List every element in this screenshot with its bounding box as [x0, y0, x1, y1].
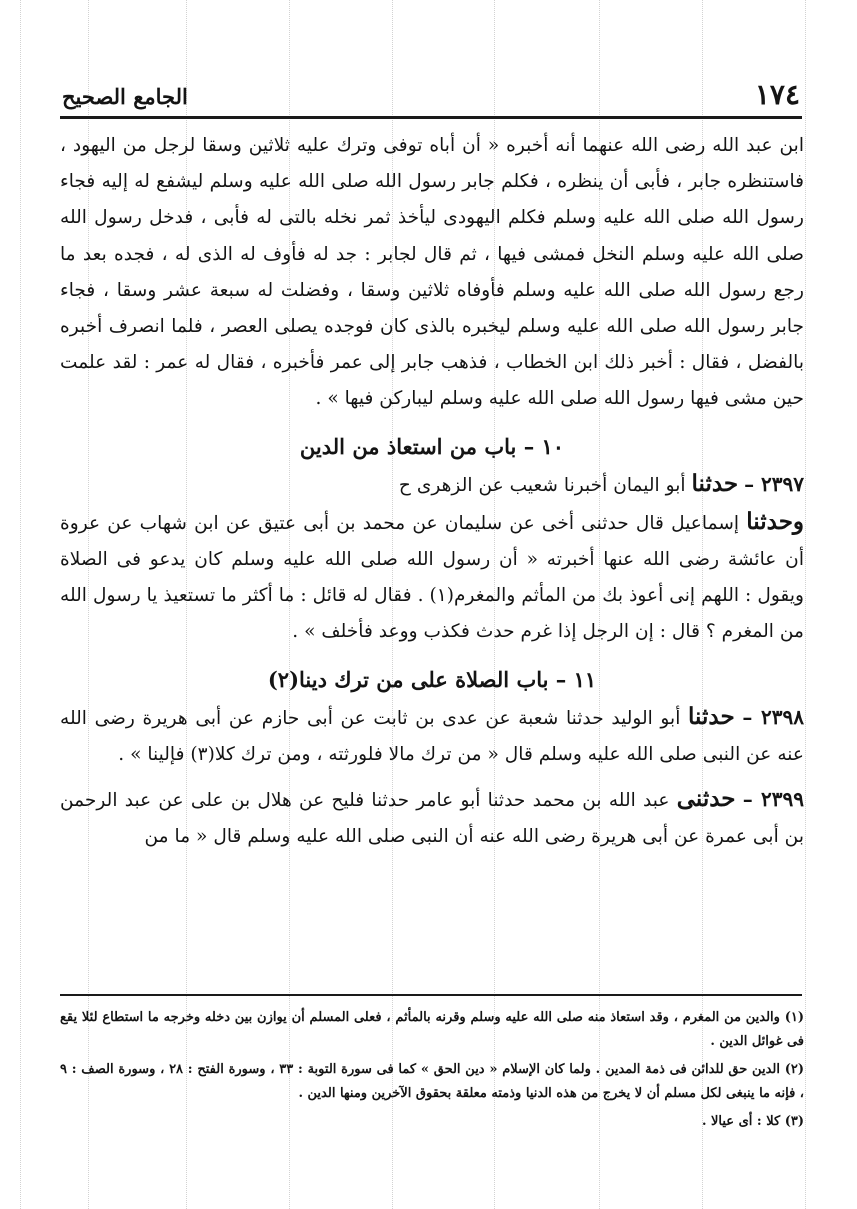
hadith-text: عبد الله بن محمد حدثنا أبو عامر حدثنا فليح عن هلال بن على عن عبد الرحمن بن أبى عمرة عن أبى هريرة رضى الله عنه أن النبى صلى الله عليه وسلم قال « ما من: [60, 790, 804, 848]
footnote-1: (١) والدين من المغرم ، وقد استعاذ منه صلى الله عليه وسلم وقرنه بالمأثم ، فعلى المسلم أن يوازن بين دخله وخرجه ما استطاع لئلا يقع فى غوائل الدين .: [60, 1010, 804, 1049]
grid-line: [20, 0, 21, 1209]
hadith-number: ٢٣٩٨ –: [742, 704, 804, 729]
footnote-3: (٣) كلا : أى عيالا .: [701, 1114, 804, 1129]
book-title: الجامع الصحيح: [62, 84, 188, 109]
page-number: ١٧٤: [754, 78, 800, 111]
narration-keyword: وحدثنا: [746, 507, 805, 535]
narration-keyword: حدثنى: [676, 785, 736, 813]
header-rule: [60, 116, 802, 119]
hadith-2399: [60, 781, 804, 855]
hadith-number: ٢٣٩٩ –: [742, 787, 804, 812]
hadith-number: ٢٣٩٧ –: [744, 471, 804, 496]
page-header: [62, 78, 800, 112]
narration-keyword: حدثنا: [688, 702, 735, 730]
chapter-11-heading: ١١ – باب الصلاة على من ترك دينا(٢): [267, 666, 597, 692]
hadith-text: إسماعيل قال حدثنى أخى عن سليمان عن محمد بن أبى عتيق عن ابن شهاب عن عروة أن عائشة رضى الله عنها أخبرته « أن رسول الله صلى الله عليه وسلم كان يدعو فى الصلاة ويقول : اللهم إنى أعوذ بك من المأثم والمغرم(١) . فقال له قائل : ما أكثر ما تستعيذ يا رسول الله من المغرم ؟ قال : إن الرجل إذا غرم حدث فكذب ووعد فأخلف » .: [60, 512, 804, 643]
hadith-2397-second-chain: [60, 504, 804, 651]
hadith-continuation: ابن عبد الله رضى الله عنهما أنه أخبره « أن أباه توفى وترك عليه ثلاثين وسقا لرجل من اليهود ، فاستنظره جابر ، فأبى أن ينظره ، فكلم جابر رسول الله صلى الله عليه وسلم ليشفع له إليه فجاء رسول الله صلى الله عليه وسلم فكلم اليهودى ليأخذ ثمر نخله بالتى له فأبى ، فدخل رسول الله صلى الله عليه وسلم النخل فمشى فيها ، ثم قال لجابر : جد له فأوف له الذى له ، فجده بعد ما رجع رسول الله صلى الله عليه وسلم فأوفاه ثلاثين وسقا ، وفضلت له سبعة عشر وسقا ، فجاء جابر رسول الله صلى الله عليه وسلم ليخبره بالذى كان فوجده يصلى العصر ، فلما انصرف أخبره بالفضل ، فقال : أخبر ذلك ابن الخطاب ، فذهب جابر إلى عمر فأخبره ، فقال له عمر : لقد علمت حين مشى فيها رسول الله صلى الله عليه وسلم ليباركن فيها » .: [60, 135, 804, 410]
spacer: [60, 773, 804, 781]
footnote-rule: [60, 994, 802, 996]
grid-line: [805, 0, 806, 1209]
hadith-2397: [60, 466, 804, 504]
hadith-text: أبو اليمان أخبرنا شعيب عن الزهرى ح: [398, 474, 686, 496]
narration-keyword: حدثنا: [691, 469, 739, 497]
chapter-10-heading: ١٠ – باب من استعاذ من الدين: [299, 433, 565, 459]
hadith-2398: [60, 699, 804, 773]
hadith-text: أبو الوليد حدثنا شعبة عن عدى بن ثابت عن أبى حازم عن أبى هريرة رضى الله عنه عن النبى صلى الله عليه وسلم قال « من ترك مالا فلورثته ، ومن ترك كلا(٣) فإلينا » .: [60, 707, 804, 765]
footnote-2: (٢) الدين حق للدائن فى ذمة المدين . ولما كان الإسلام « دين الحق » كما فى سورة التوبة : ٣٣ ، وسورة الفتح : ٢٨ ، وسورة الصف : ٩ ، فإنه ما ينبغى لكل مسلم أن لا يخرج من هذه الدنيا وذمته معلقة بحقوق الآخرين ومنها الدين .: [60, 1062, 805, 1101]
main-text: [60, 128, 804, 855]
footnotes: [60, 1006, 804, 1138]
